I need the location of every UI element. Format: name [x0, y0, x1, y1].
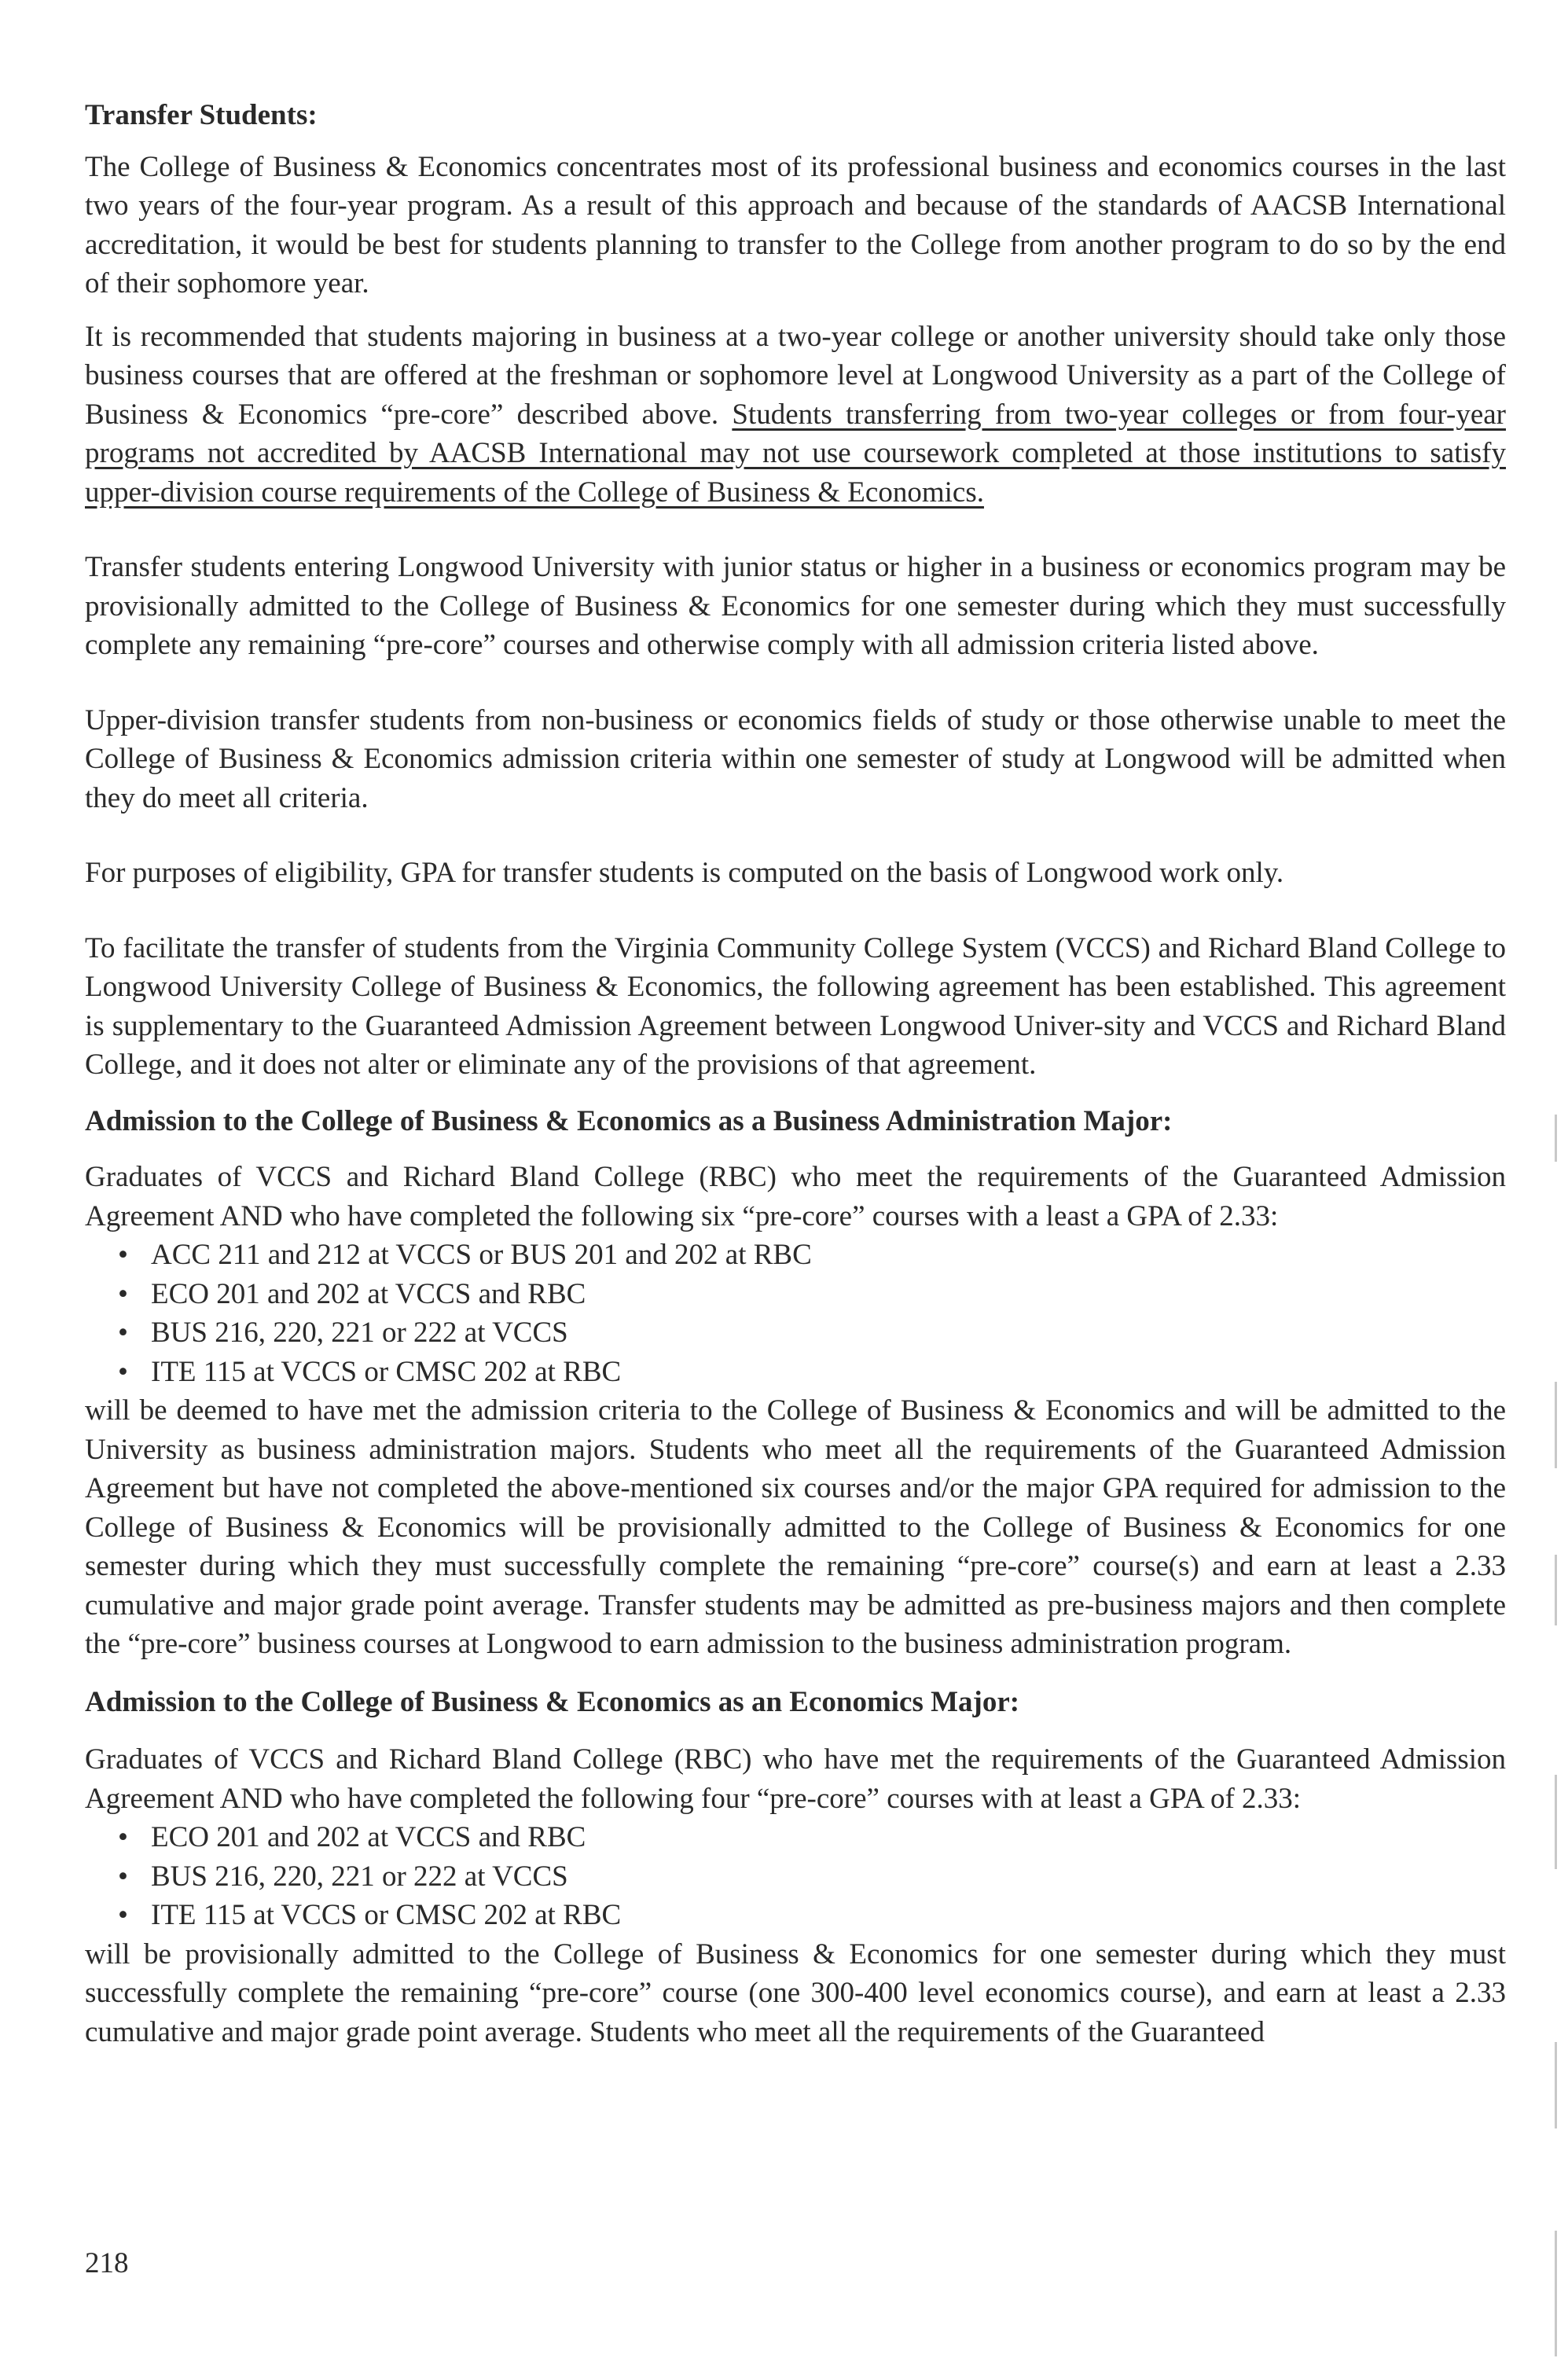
- list-item: • BUS 216, 220, 221 or 222 at VCCS: [118, 1857, 1506, 1897]
- scan-edge-mark: [1555, 1775, 1557, 1869]
- list-item: • BUS 216, 220, 221 or 222 at VCCS: [118, 1313, 1506, 1353]
- heading-transfer-students: Transfer Students:: [85, 99, 318, 131]
- paragraph-junior-status: Transfer students entering Longwood University with junior status or higher in a business or economics program may be provisionally admitted to the College of Business & Economics for one semester during which they must successfully complete any remaining “pre-core” courses and otherwise comply with all admission criteria listed above.: [85, 551, 1506, 661]
- scan-edge-mark: [1555, 1382, 1557, 1468]
- accreditation-notice: Students transferring from two-year colleges or from four-year programs not accredited by AACSB International may not use coursework completed at those institutions to satisfy upper-division course requirements of the College of Business & Economics.: [85, 398, 1507, 509]
- paragraph-vccs-agreement: To facilitate the transfer of students from the Virginia Community College System (VCCS) and Richard Bland College to Longwood University College of Business & Economics, the following agreement has been established. This agreement is supplementary to the Guaranteed Admission Agreement between Longwood Univer-sity and VCCS and Richard Bland College, and it does not alter or eliminate any of the provisions of that agreement.: [85, 931, 1506, 1081]
- heading-economics-major: Admission to the College of Business & Economics as an Economics Major:: [85, 1685, 1020, 1718]
- paragraph-transfer-intro: The College of Business & Economics concentrates most of its professional business and economics courses in the last two years of the four-year program. As a result of this approach and because of the standards of AACSB International accreditation, it would be best for students planning to transfer to the College from another program to do so by the end of their sophomore year.: [85, 150, 1506, 299]
- list-item: • ITE 115 at VCCS or CMSC 202 at RBC: [118, 1896, 1506, 1935]
- paragraph-gpa-eligibility: For purposes of eligibility, GPA for transfer students is computed on the basis of Longwood work only.: [85, 857, 1284, 889]
- document-page: [85, 96, 1506, 2051]
- list-item: • ECO 201 and 202 at VCCS and RBC: [118, 1818, 1506, 1857]
- economics-requirements-outro: will be provisionally admitted to the College of Business & Economics for one semester during which they must successfully complete the remaining “pre-core” course (one 300-400 level economics course), and earn at least a 2.33 cumulative and major grade point average. Students who meet all the requirements of the Guaranteed: [85, 1937, 1506, 2048]
- scan-edge-mark: [1555, 2042, 1557, 2128]
- business-requirements-outro: will be deemed to have met the admission criteria to the College of Business & Economics and will be admitted to the University as business administration majors. Students who meet all the requirements of the Guaranteed Admission Agreement but have not completed the above-mentioned six courses and/or the major GPA required for admission to the College of Business & Economics will be provisionally admitted to the College of Business & Economics for one semester during which they must successfully complete the remaining “pre-core” course(s) and earn at least a 2.33 cumulative and major grade point average. Transfer students may be admitted as pre-business majors and then complete the “pre-core” business courses at Longwood to earn admission to the business administration program.: [85, 1394, 1506, 1660]
- economics-course-list: [85, 1818, 1506, 1935]
- list-item: • ECO 201 and 202 at VCCS and RBC: [118, 1275, 1506, 1314]
- heading-business-admin-major: Admission to the College of Business & Economics as a Business Administration Major:: [85, 1104, 1173, 1137]
- paragraph-pre-core-recommendation: [85, 318, 1506, 512]
- business-course-list: [85, 1236, 1506, 1391]
- business-requirements-intro: Graduates of VCCS and Richard Bland College (RBC) who meet the requirements of the Guaranteed Admission Agreement AND who have completed the following six “pre-core” courses with a least a GPA of 2.33:: [85, 1161, 1506, 1232]
- paragraph-upper-division: Upper-division transfer students from non-business or economics fields of study or those otherwise unable to meet the College of Business & Economics admission criteria within one semester of study at Longwood will be admitted when they do meet all criteria.: [85, 703, 1506, 814]
- economics-requirements-intro: Graduates of VCCS and Richard Bland College (RBC) who have met the requirements of the Guaranteed Admission Agreement AND who have completed the following four “pre-core” courses with at least a GPA of 2.33:: [85, 1743, 1506, 1815]
- list-item: • ITE 115 at VCCS or CMSC 202 at RBC: [118, 1353, 1506, 1392]
- scan-edge-mark: [1555, 1555, 1557, 1625]
- scan-edge-mark: [1555, 1115, 1557, 1162]
- paragraph-pre-core-text: It is recommended that students majoring in business at a two-year college or another university should take only those business courses that are offered at the freshman or sophomore level at Longwood University as a part of the College of Business & Economics “pre-core” described above.: [85, 320, 1506, 431]
- page-number: 218: [85, 2247, 129, 2279]
- list-item: • ACC 211 and 212 at VCCS or BUS 201 and 202 at RBC: [118, 1236, 1506, 1275]
- scan-edge-mark: [1555, 2231, 1557, 2356]
